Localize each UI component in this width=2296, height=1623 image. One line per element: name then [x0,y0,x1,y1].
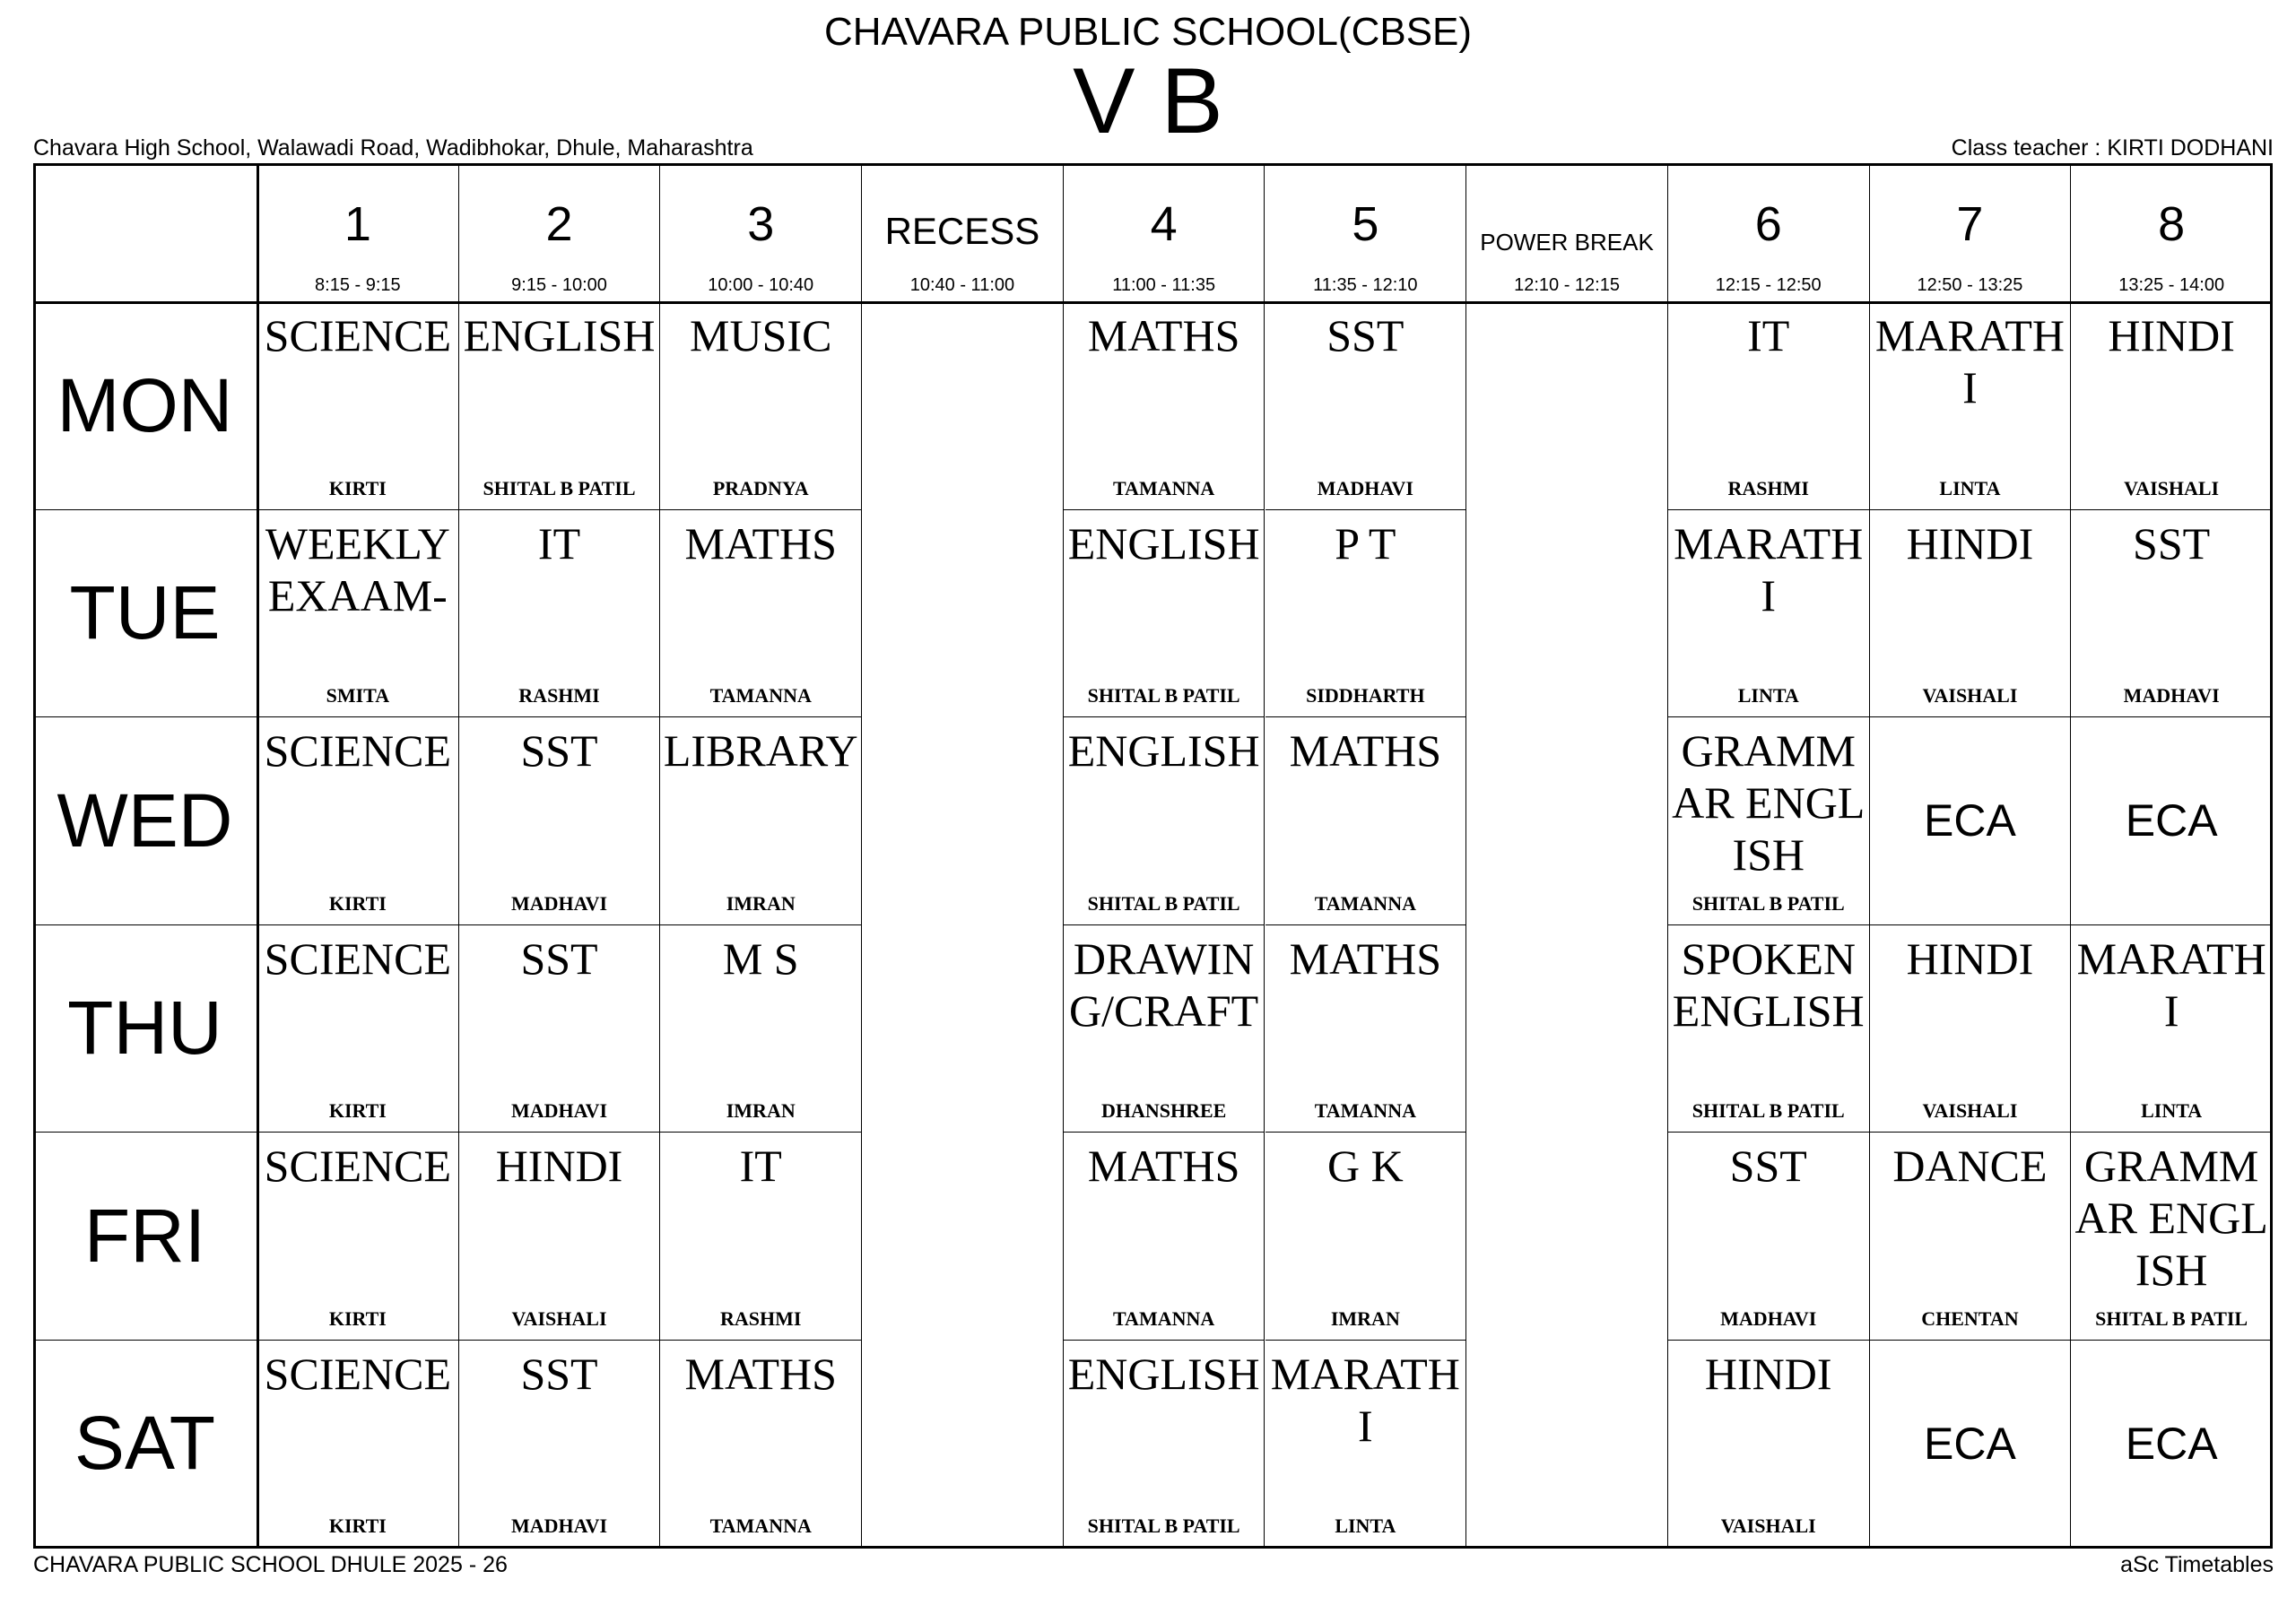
lesson-cell [660,717,862,925]
lesson-subject: MATHS [684,1348,837,1399]
lesson-cell [1265,717,1467,925]
lesson-cell [257,717,459,925]
lesson-subject: ENGLISH [1067,1348,1260,1399]
lesson-teacher: DHANSHREE [1100,1099,1227,1122]
lesson-teacher: SHITAL B PATIL [1087,891,1240,915]
school-title: CHAVARA PUBLIC SCHOOL(CBSE) [823,10,1473,54]
lesson-cell-eca: ECA [2071,1341,2273,1549]
lesson-teacher: KIRTI [328,891,387,915]
lesson-teacher: TAMANNA [1314,1099,1416,1122]
lesson-teacher: KIRTI [328,1515,387,1537]
lesson-subject: MARATHI [2076,933,2266,1036]
lesson-teacher: SIDDHARTH [1306,684,1425,707]
period-label: 7 [1956,197,1984,251]
lesson-teacher: RASHMI [1727,476,1809,499]
period-label: 4 [1150,197,1178,251]
lesson-teacher: MADHAVI [510,891,608,915]
lesson-subject: SST [520,933,598,984]
period-time: 11:35 - 12:10 [1313,275,1418,295]
lesson-subject: SST [1326,310,1405,360]
period-time: 10:00 - 10:40 [708,275,814,295]
lesson-cell [459,1341,661,1549]
lesson-cell-eca: ECA [2071,717,2273,925]
break-column-header [862,163,1064,302]
lesson-teacher: IMRAN [726,1099,796,1122]
lesson-teacher: MADHAVI [1317,476,1413,499]
period-column-header [2071,163,2273,302]
period-time: 11:00 - 11:35 [1112,275,1216,295]
lesson-subject: MATHS [684,517,837,568]
lesson-cell [1668,510,1870,718]
day-column-divider [257,163,259,1549]
lesson-subject: ENGLISH [1067,517,1260,568]
lesson-subject: MARATHI [1874,310,2065,412]
period-time: 13:25 - 14:00 [2118,275,2225,295]
lesson-cell [1668,1133,1870,1341]
lesson-teacher: RASHMI [518,684,600,707]
lesson-teacher: SHITAL B PATIL [2095,1306,2248,1330]
lesson-teacher: TAMANNA [1314,891,1416,915]
lesson-subject: G K [1326,1141,1404,1191]
lesson-cell [459,510,661,718]
lesson-cell [1265,1133,1467,1341]
lesson-teacher: LINTA [1335,1515,1396,1537]
lesson-subject: SST [520,1348,598,1399]
period-time: 12:10 - 12:15 [1514,275,1620,295]
class-teacher: Class teacher : KIRTI DODHANI [1951,135,2274,161]
lesson-subject: IT [1747,310,1790,360]
lesson-cell [1265,1341,1467,1549]
lesson-teacher: SHITAL B PATIL [483,476,636,499]
lesson-cell [1668,302,1870,510]
period-column-header [1870,163,2072,302]
period-column-header [1064,163,1265,302]
lesson-teacher: LINTA [2141,1099,2203,1122]
break-column-body [1466,302,1668,1548]
lesson-teacher: VAISHALI [1922,1099,2018,1122]
period-time: 12:50 - 13:25 [1917,275,2023,295]
lesson-subject: MATHS [1087,1141,1240,1191]
lesson-subject: P T [1335,517,1396,568]
timetable-grid [33,163,2273,1549]
lesson-cell [1870,302,2072,510]
lesson-cell [1265,925,1467,1133]
lesson-teacher: LINTA [1737,684,1799,707]
lesson-teacher: TAMANNA [709,1515,812,1537]
lesson-teacher: VAISHALI [511,1306,607,1330]
lesson-cell [459,1133,661,1341]
footer-school-year: CHAVARA PUBLIC SCHOOL DHULE 2025 - 26 [33,1552,508,1577]
class-name: V B [1073,49,1223,153]
lesson-cell [1265,510,1467,718]
lesson-subject: HINDI [1906,933,2034,984]
lesson-cell [2071,925,2273,1133]
lesson-teacher: SHITAL B PATIL [1087,684,1240,707]
lesson-subject: SST [2133,517,2211,568]
day-label: FRI [33,1133,257,1341]
lesson-cell [1668,1341,1870,1549]
lesson-teacher: MADHAVI [2123,684,2220,707]
lesson-teacher: IMRAN [726,891,796,915]
lesson-cell [660,1133,862,1341]
day-label: TUE [33,510,257,718]
lesson-cell [257,510,459,718]
school-address: Chavara High School, Walawadi Road, Wadibhokar, Dhule, Maharashtra [33,135,753,161]
period-label: 6 [1754,197,1782,251]
period-time: 12:15 - 12:50 [1715,275,1822,295]
lesson-subject: SCIENCE [264,725,452,776]
lesson-cell [1064,925,1265,1133]
lesson-teacher: CHENTAN [1921,1306,2019,1330]
lesson-cell [1668,925,1870,1133]
lesson-cell [660,510,862,718]
lesson-subject: LIBRARY [663,725,858,776]
lesson-teacher: LINTA [1939,476,2001,499]
break-column-body [862,302,1064,1548]
lesson-subject: HINDI [495,1141,623,1191]
lesson-cell [1064,1133,1265,1341]
lesson-subject: MATHS [1087,310,1240,360]
lesson-subject: MARATHI [1674,517,1864,621]
lesson-teacher: RASHMI [720,1306,802,1330]
period-time: 8:15 - 9:15 [315,275,401,295]
lesson-cell [660,302,862,510]
lesson-cell [2071,302,2273,510]
lesson-cell [2071,510,2273,718]
lesson-teacher: TAMANNA [709,684,812,707]
period-label: 2 [545,197,573,251]
lesson-teacher: VAISHALI [2124,476,2220,499]
lesson-teacher: TAMANNA [1113,1306,1215,1330]
period-label: 5 [1352,197,1379,251]
lesson-teacher: PRADNYA [712,476,809,499]
lesson-teacher: KIRTI [328,476,387,499]
period-column-header [660,163,862,302]
lesson-cell [1265,302,1467,510]
lesson-teacher: KIRTI [328,1099,387,1122]
lesson-subject: ENGLISH [1067,725,1260,776]
lesson-teacher: KIRTI [328,1306,387,1330]
lesson-cell [257,1133,459,1341]
lesson-subject: DRAWING/CRAFT [1069,933,1259,1036]
lesson-teacher: SHITAL B PATIL [1692,891,1845,915]
lesson-subject: IT [739,1141,782,1191]
lesson-subject: SCIENCE [264,1141,452,1191]
lesson-cell [660,1341,862,1549]
day-label: THU [33,925,257,1133]
lesson-cell [1870,1133,2072,1341]
lesson-cell [1064,510,1265,718]
header-divider [33,301,2273,304]
lesson-subject: HINDI [1704,1348,1832,1399]
lesson-subject: GRAMMAR ENGLISH [1672,725,1866,880]
period-column-header [257,163,459,302]
lesson-cell [1064,1341,1265,1549]
lesson-cell [257,925,459,1133]
lesson-subject: MATHS [1289,725,1442,776]
break-column-header [1466,163,1668,302]
lesson-cell [459,302,661,510]
lesson-subject: MARATHI [1270,1348,1460,1451]
period-column-header [1265,163,1467,302]
lesson-teacher: SHITAL B PATIL [1692,1099,1845,1122]
period-label: 8 [2158,197,2186,251]
period-column-header [1668,163,1870,302]
period-column-header [459,163,661,302]
lesson-cell [257,302,459,510]
lesson-subject: SPOKEN ENGLISH [1672,933,1865,1036]
lesson-cell [1064,717,1265,925]
lesson-subject: GRAMMAR ENGLISH [2074,1141,2268,1295]
period-label: RECESS [884,210,1040,252]
period-label: POWER BREAK [1480,229,1654,256]
lesson-subject: SCIENCE [264,310,452,360]
lesson-teacher: MADHAVI [510,1099,608,1122]
lesson-cell-eca: ECA [1870,1341,2072,1549]
lesson-cell [660,925,862,1133]
period-time: 9:15 - 10:00 [511,275,607,295]
lesson-subject: M S [722,933,799,984]
lesson-cell [1870,510,2072,718]
lesson-cell [1668,717,1870,925]
lesson-subject: MATHS [1289,933,1442,984]
lesson-subject: SST [1729,1141,1807,1191]
lesson-cell-eca: ECA [1870,717,2072,925]
lesson-cell [459,717,661,925]
lesson-cell [1870,925,2072,1133]
day-label: SAT [33,1341,257,1549]
lesson-subject: HINDI [1906,517,2034,568]
lesson-subject: SST [520,725,598,776]
day-label: MON [33,302,257,510]
lesson-cell [1064,302,1265,510]
day-label: WED [33,717,257,925]
footer-software: aSc Timetables [2120,1552,2274,1577]
lesson-subject: ENGLISH [463,310,656,360]
lesson-subject: DANCE [1892,1141,2048,1191]
lesson-teacher: VAISHALI [1922,684,2018,707]
lesson-subject: SCIENCE [264,1348,452,1399]
period-time: 10:40 - 11:00 [909,275,1015,295]
lesson-subject: HINDI [2108,310,2235,360]
lesson-cell [459,925,661,1133]
lesson-subject: MUSIC [690,310,832,360]
period-label: 3 [747,197,775,251]
lesson-subject: SCIENCE [264,933,452,984]
header-corner-cell [33,163,257,302]
period-label: 1 [344,197,371,251]
lesson-subject: WEEKLY EXAAM- [265,517,450,621]
lesson-teacher: TAMANNA [1113,476,1215,499]
lesson-teacher: SMITA [326,684,390,707]
lesson-cell [257,1341,459,1549]
lesson-teacher: MADHAVI [1720,1306,1817,1330]
lesson-teacher: VAISHALI [1720,1515,1816,1537]
lesson-teacher: SHITAL B PATIL [1087,1515,1240,1537]
lesson-teacher: IMRAN [1330,1306,1400,1330]
lesson-cell [2071,1133,2273,1341]
lesson-teacher: MADHAVI [510,1515,608,1537]
lesson-subject: IT [537,517,581,568]
